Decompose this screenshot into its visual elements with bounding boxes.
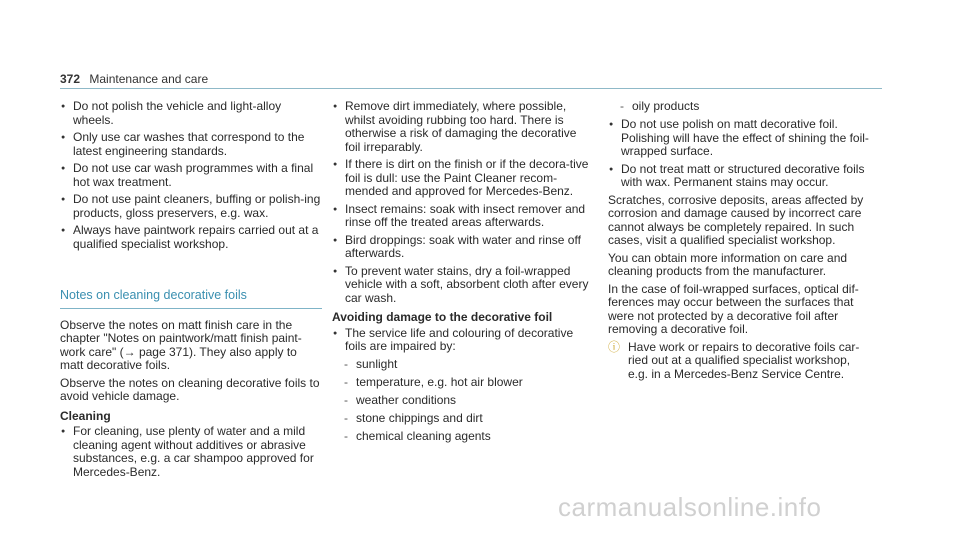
- dash-item: - oily products: [608, 100, 870, 114]
- paragraph: Observe the notes on matt finish care in the chapter "Notes on paintwork/matt finish paint-work care" (→ page 371). They also apply to matt decorative foils.: [60, 317, 302, 372]
- dash-item: - temperature, e.g. hot air blower: [332, 376, 594, 390]
- list-item: ● Always have paintwork repairs carried out at a qualified specialist workshop.: [60, 224, 322, 251]
- dash-item: - stone chippings and dirt: [332, 412, 594, 426]
- list-item: ● Do not treat matt or structured decorative foils with wax. Permanent stains may occur.: [608, 163, 870, 190]
- header-rule: [60, 88, 882, 89]
- cleaning-list: [60, 425, 322, 479]
- dash-item: - sunlight: [332, 358, 594, 372]
- subheading-cleaning: Cleaning: [60, 408, 111, 423]
- list-item: ● Do not polish the vehicle and light-alloy wheels.: [60, 100, 322, 127]
- note-text: Have work or repairs to decorative foils car-ried out at a qualified specialist workshop, e.g. in a Mercedes-Benz Service Centre.: [628, 339, 860, 381]
- info-note: [608, 341, 870, 382]
- watermark: carmanualsonline.info: [558, 492, 822, 522]
- list-item: ● Do not use car wash programmes with a final hot wax treatment.: [60, 162, 322, 189]
- list-item: ● Insect remains: soak with insect remover and rinse off the treated areas afterwards.: [332, 203, 594, 230]
- bullet-list: [60, 100, 322, 251]
- list-item: ● Only use car washes that correspond to the latest engineering standards.: [60, 131, 322, 158]
- bullet-list: [608, 118, 870, 190]
- list-item: ● Remove dirt immediately, where possible, whilst avoiding rubbing too hard. There is otherwise a risk of damaging the decorative foil irreparably.: [332, 100, 594, 154]
- list-item: ● Do not use paint cleaners, buffing or polish-ing products, gloss preservers, e.g. wax.: [60, 193, 322, 220]
- info-icon: ⓘ: [608, 339, 621, 354]
- dash-item: - chemical cleaning agents: [332, 430, 594, 444]
- dash-item: - weather conditions: [332, 394, 594, 408]
- list-item: ● The service life and colouring of decorative foils are impaired by:: [332, 327, 594, 354]
- column-1: [60, 100, 322, 483]
- bullet-list: [332, 100, 594, 305]
- dash-list: [332, 358, 594, 444]
- section-heading: Notes on cleaning decorative foils: [60, 289, 322, 309]
- page-header: [60, 72, 208, 86]
- section-title: Maintenance and care: [89, 72, 209, 86]
- paragraph: Scratches, corrosive deposits, areas affected by corrosion and damage caused by incorrect care cannot always be completely repaired. In such cases, visit a qualified specialist workshop.: [608, 192, 864, 247]
- column-3: [608, 100, 870, 381]
- paragraph: In the case of foil-wrapped surfaces, optical dif-ferences may occur between the surfaces that were not protected by a decorative foil after removing a decorative foil.: [608, 281, 859, 336]
- page-number: 372: [60, 72, 81, 86]
- list-item: ● To prevent water stains, dry a foil-wrapped vehicle with a soft, absorbent cloth after every car wash.: [332, 265, 594, 306]
- dash-list: [608, 100, 870, 114]
- avoid-list: [332, 327, 594, 354]
- list-item: ● Do not use polish on matt decorative foil. Polishing will have the effect of shining the foil-wrapped surface.: [608, 118, 870, 159]
- column-2: [332, 100, 594, 448]
- list-item: ● For cleaning, use plenty of water and a mild cleaning agent without additives or abrasive substances, e.g. a car shampoo approved for Mercedes-Benz.: [60, 425, 322, 479]
- list-item: ● If there is dirt on the finish or if the decora-tive foil is dull: use the Paint Cleaner recom-mended and approved for Mercedes-Benz.: [332, 158, 594, 199]
- paragraph: Observe the notes on cleaning decorative foils to avoid vehicle damage.: [60, 375, 320, 403]
- subheading-avoiding-damage: Avoiding damage to the decorative foil: [332, 310, 553, 324]
- list-item: ● Bird droppings: soak with water and rinse off afterwards.: [332, 234, 594, 261]
- paragraph: You can obtain more information on care and cleaning products from the manufacturer.: [608, 250, 848, 278]
